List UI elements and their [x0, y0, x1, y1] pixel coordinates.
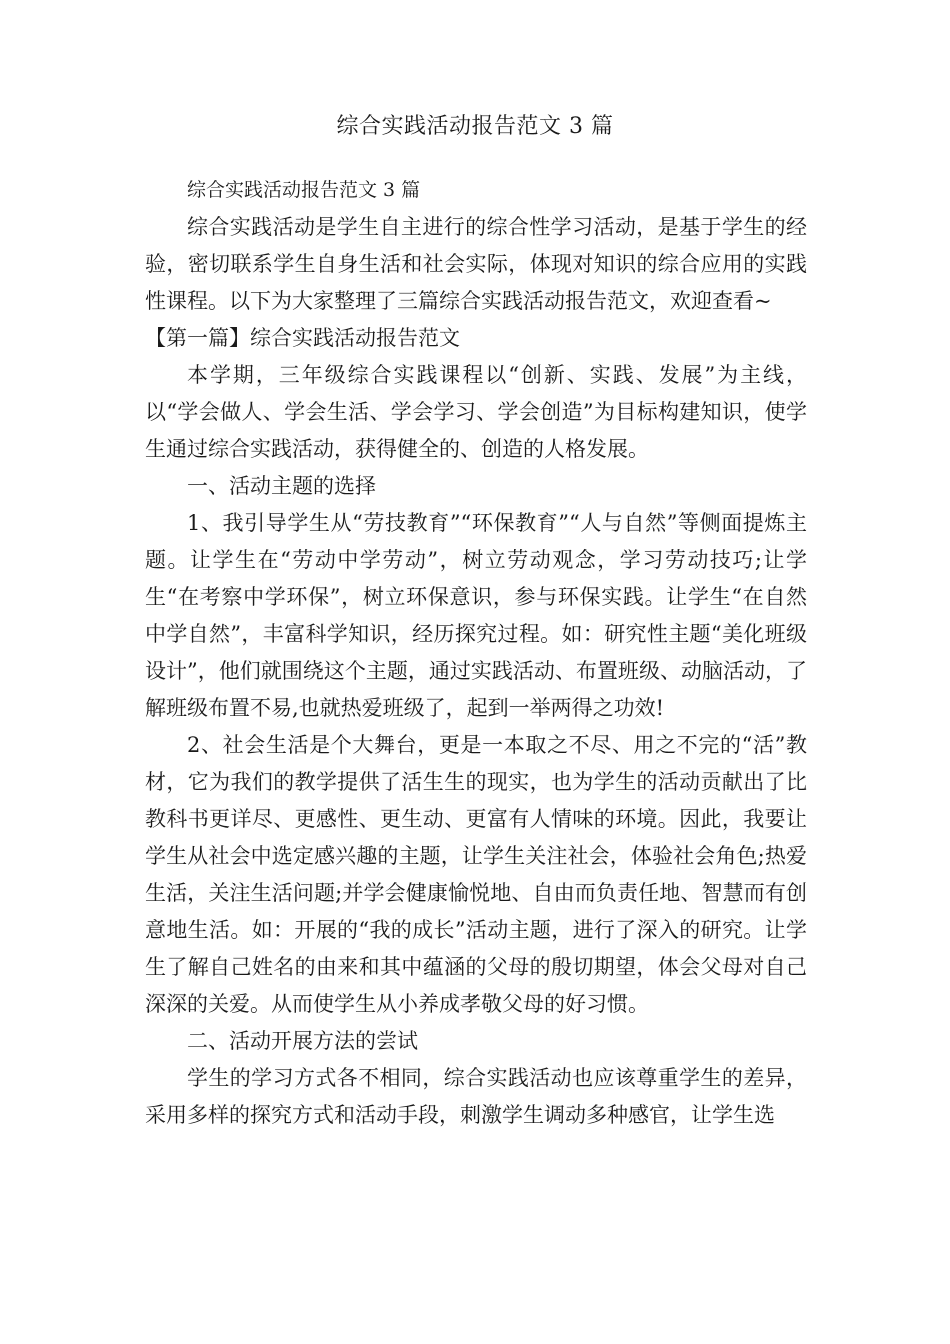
body-paragraph: 本学期，三年级综合实践课程以“创新、实践、发展”为主线，以“学会做人、学会生活、学会学习、学会创造”为目标构建知识，使学生通过综合实践活动，获得健全的、创造的人格发展。	[145, 363, 807, 461]
section-heading-first-article: 【第一篇】综合实践活动报告范文	[145, 326, 460, 350]
subheading-topic-selection: 一、活动主题的选择	[187, 474, 376, 498]
document-body	[145, 172, 807, 1134]
document-title: 综合实践活动报告范文 3 篇	[336, 114, 614, 139]
intro-paragraph: 综合实践活动是学生自主进行的综合性学习活动，是基于学生的经验，密切联系学生自身生活和社会实际，体现对知识的综合应用的实践性课程。以下为大家整理了三篇综合实践活动报告范文，欢迎查看~	[145, 215, 807, 313]
document-subtitle: 综合实践活动报告范文 3 篇	[187, 179, 421, 201]
body-paragraph: 2、社会生活是个大舞台，更是一本取之不尽、用之不完的“活”教材，它为我们的教学提供了活生生的现实，也为学生的活动贡献出了比教科书更详尽、更感性、更生动、更富有人情味的环境。因此，我要让学生从社会中选定感兴趣的主题，让学生关注社会，体验社会角色;热爱生活，关注生活问题;并学会健康愉悦地、自由而负责任地、智慧而有创意地生活。如：开展的“我的成长”活动主题，进行了深入的研究。让学生了解自己姓名的由来和其中蕴涵的父母的殷切期望，体会父母对自己深深的关爱。从而使学生从小养成孝敬父母的好习惯。	[145, 733, 807, 1016]
subheading-activity-methods: 二、活动开展方法的尝试	[187, 1029, 418, 1053]
body-paragraph: 学生的学习方式各不相同，综合实践活动也应该尊重学生的差异，采用多样的探究方式和活动手段，刺激学生调动多种感官，让学生选	[145, 1066, 807, 1127]
body-paragraph: 1、我引导学生从“劳技教育”“环保教育”“人与自然”等侧面提炼主题。让学生在“劳动中学劳动”，树立劳动观念，学习劳动技巧;让学生“在考察中学环保”，树立环保意识，参与环保实践。让学生“在自然中学自然”，丰富科学知识，经历探究过程。如：研究性主题“美化班级设计”，他们就围绕这个主题，通过实践活动、布置班级、动脑活动，了解班级布置不易,也就热爱班级了，起到一举两得之功效!	[145, 511, 807, 720]
